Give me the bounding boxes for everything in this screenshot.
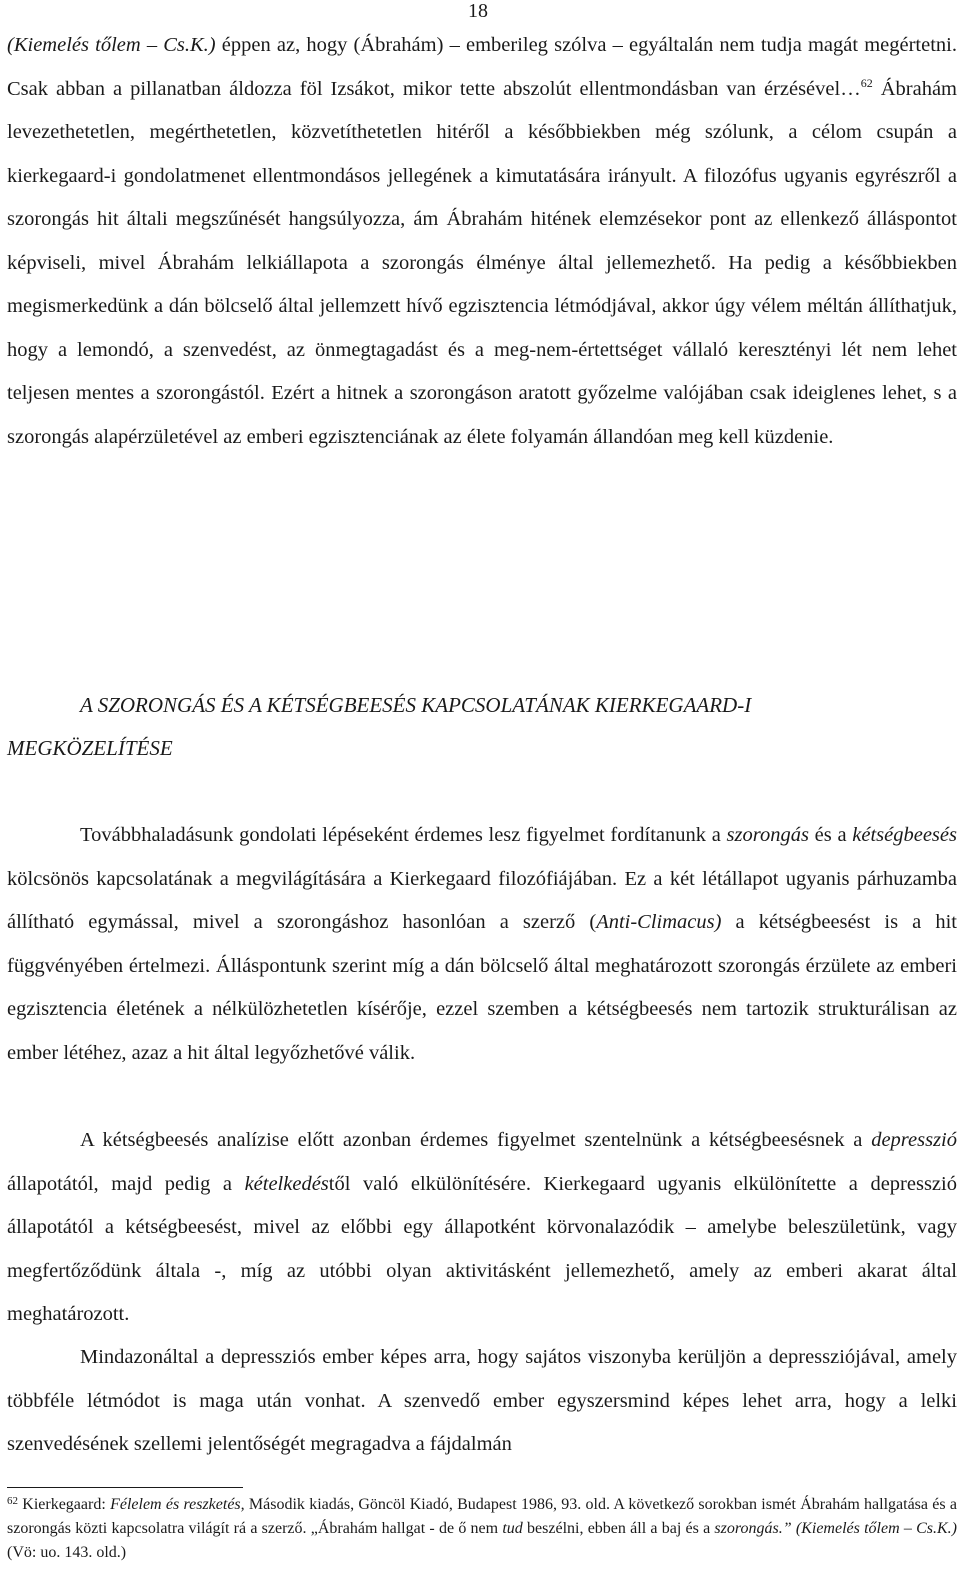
text-run: és a <box>808 824 853 846</box>
emphasis-text: kételkedés <box>244 1172 329 1195</box>
section-heading-line-2: MEGKÖZELÍTÉSE <box>7 736 173 760</box>
emphasis-text: szorongás.” (Kiemelés tőlem – Cs.K.) <box>714 1520 958 1537</box>
emphasis-text: szorongás <box>726 824 809 846</box>
text-run: Továbbhaladásunk gondolati lépéseként érdemes lesz figyelmet fordítanunk a <box>80 824 727 846</box>
text-run: kölcsönös kapcsolatának a megvilágítására a Kierkegaard filozófiájában. Ez a két létállapot ugyanis párhuzamba állítható egymással, mivel a szorongáshoz hasonlóan a szerző ( <box>7 867 957 933</box>
emphasis-text: Anti-Climacus) <box>596 911 722 933</box>
footnote-marker: 62 <box>7 1495 18 1507</box>
text-run: től való elkülönítésére. Kierkegaard ugyanis elkülönítette a depresszió állapotától a kétségbeesést, mivel az előbbi egy állapotként körvonalazódik – amelybe beleszületünk, vagy megfertőződünk általa -, míg az utóbbi olyan aktivitásként jellemezhető, amely az emberi akarat által meghatározott. <box>7 1172 957 1325</box>
footnote-divider <box>7 1487 243 1488</box>
text-run: (Vö: uo. 143. old.) <box>7 1544 127 1561</box>
emphasis-text: kétségbeesés <box>852 824 957 846</box>
body-paragraph-4 <box>7 1336 957 1467</box>
body-paragraph-1 <box>7 24 957 459</box>
emphasis-text: Félelem és reszketés, <box>110 1496 245 1513</box>
body-paragraph-3 <box>7 1119 957 1337</box>
text-run: Második kiadás, Göncöl Kiadó, Budapest 1986, 93. old. A következő sorokban ismét Ábrahám hallgatása és a szorongás közti kapcsolatra világít rá a szerző. „Ábrahám hallgat - de ő nem <box>7 1496 958 1537</box>
footnote-text <box>7 1496 957 1561</box>
body-paragraph-2 <box>7 814 957 1075</box>
text-run: A kétségbeesés analízise előtt azonban érdemes figyelmet szentelnünk a kétségbeesésnek a <box>80 1129 872 1151</box>
text-run: a kétségbeesést is a hit függvényében értelmezi. Álláspontunk szerint míg a dán bölcselő által meghatározott szorongás érzülete az emberi egzisztencia életének a nélkülözhetetlen kísérője, ezzel szemben a kétségbeesés nem tartozik strukturálisan az ember létéhez, azaz a hit által legyőzhetővé válik. <box>7 911 957 1064</box>
text-run: éppen az, hogy (Ábrahám) – emberileg szólva – egyáltalán nem tudja magát megértetni. Csak abban a pillanatban áldozza föl Izsákot, mikor tette abszolút ellentmondásban van érzésével… <box>7 34 957 100</box>
text-run: Ábrahám levezethetetlen, megérthetetlen, közvetíthetetlen hitéről a későbbiekben még szólunk, a célom csupán a kierkegaard-i gondolatmenet ellentmondásos jellegének a kimutatására irányult. A filozófus ugyanis egyrészről a szorongás hit általi megszűnését hangsúlyozza, ám Ábrahám hitének elemzésekor pont az ellenkező álláspontot képviseli, mivel Ábrahám lelkiállapota a szorongás élménye által jellemezhető. Ha pedig a későbbiekben megismerkedünk a dán bölcselő által jellemzett hívő egzisztencia létmódjával, akkor úgy vélem méltán állíthatjuk, hogy a lemondó, a szenvedést, az önmegtagadást és a meg-nem-értettséget vállaló keresztényi lét nem lehet teljesen mentes a szorongástól. Ezért a hitnek a szorongáson aratott győzelme valójában csak ideiglenes lehet, s a szorongás alapérzületével az emberi egzisztenciának az élete folyamán állandóan meg kell küzdenie. <box>7 77 957 448</box>
footnote-reference: 62 <box>860 75 873 90</box>
footnote-62 <box>7 1493 957 1565</box>
page-number: 18 <box>468 0 488 22</box>
emphasis-text: (Kiemelés tőlem – Cs.K.) <box>7 34 216 56</box>
emphasis-text: tud <box>502 1520 523 1537</box>
section-heading-line-1: A SZORONGÁS ÉS A KÉTSÉGBEESÉS KAPCSOLATÁNAK KIERKEGAARD-I <box>80 693 752 717</box>
text-run: Kierkegaard: <box>18 1496 111 1513</box>
section-heading <box>7 684 957 770</box>
text-run: állapotától, majd pedig a <box>7 1172 245 1195</box>
text-run: beszélni, ebben áll a baj és a <box>522 1520 715 1537</box>
text-run: Mindazonáltal a depressziós ember képes arra, hogy sajátos viszonyba kerüljön a depressziójával, amely többféle létmódot is maga után vonhat. A szenvedő ember egyszersmind képes lehet arra, hogy a lelki szenvedésének szellemi jelentőségét megragadva a fájdalmán <box>7 1346 957 1455</box>
emphasis-text: depresszió <box>871 1129 957 1151</box>
